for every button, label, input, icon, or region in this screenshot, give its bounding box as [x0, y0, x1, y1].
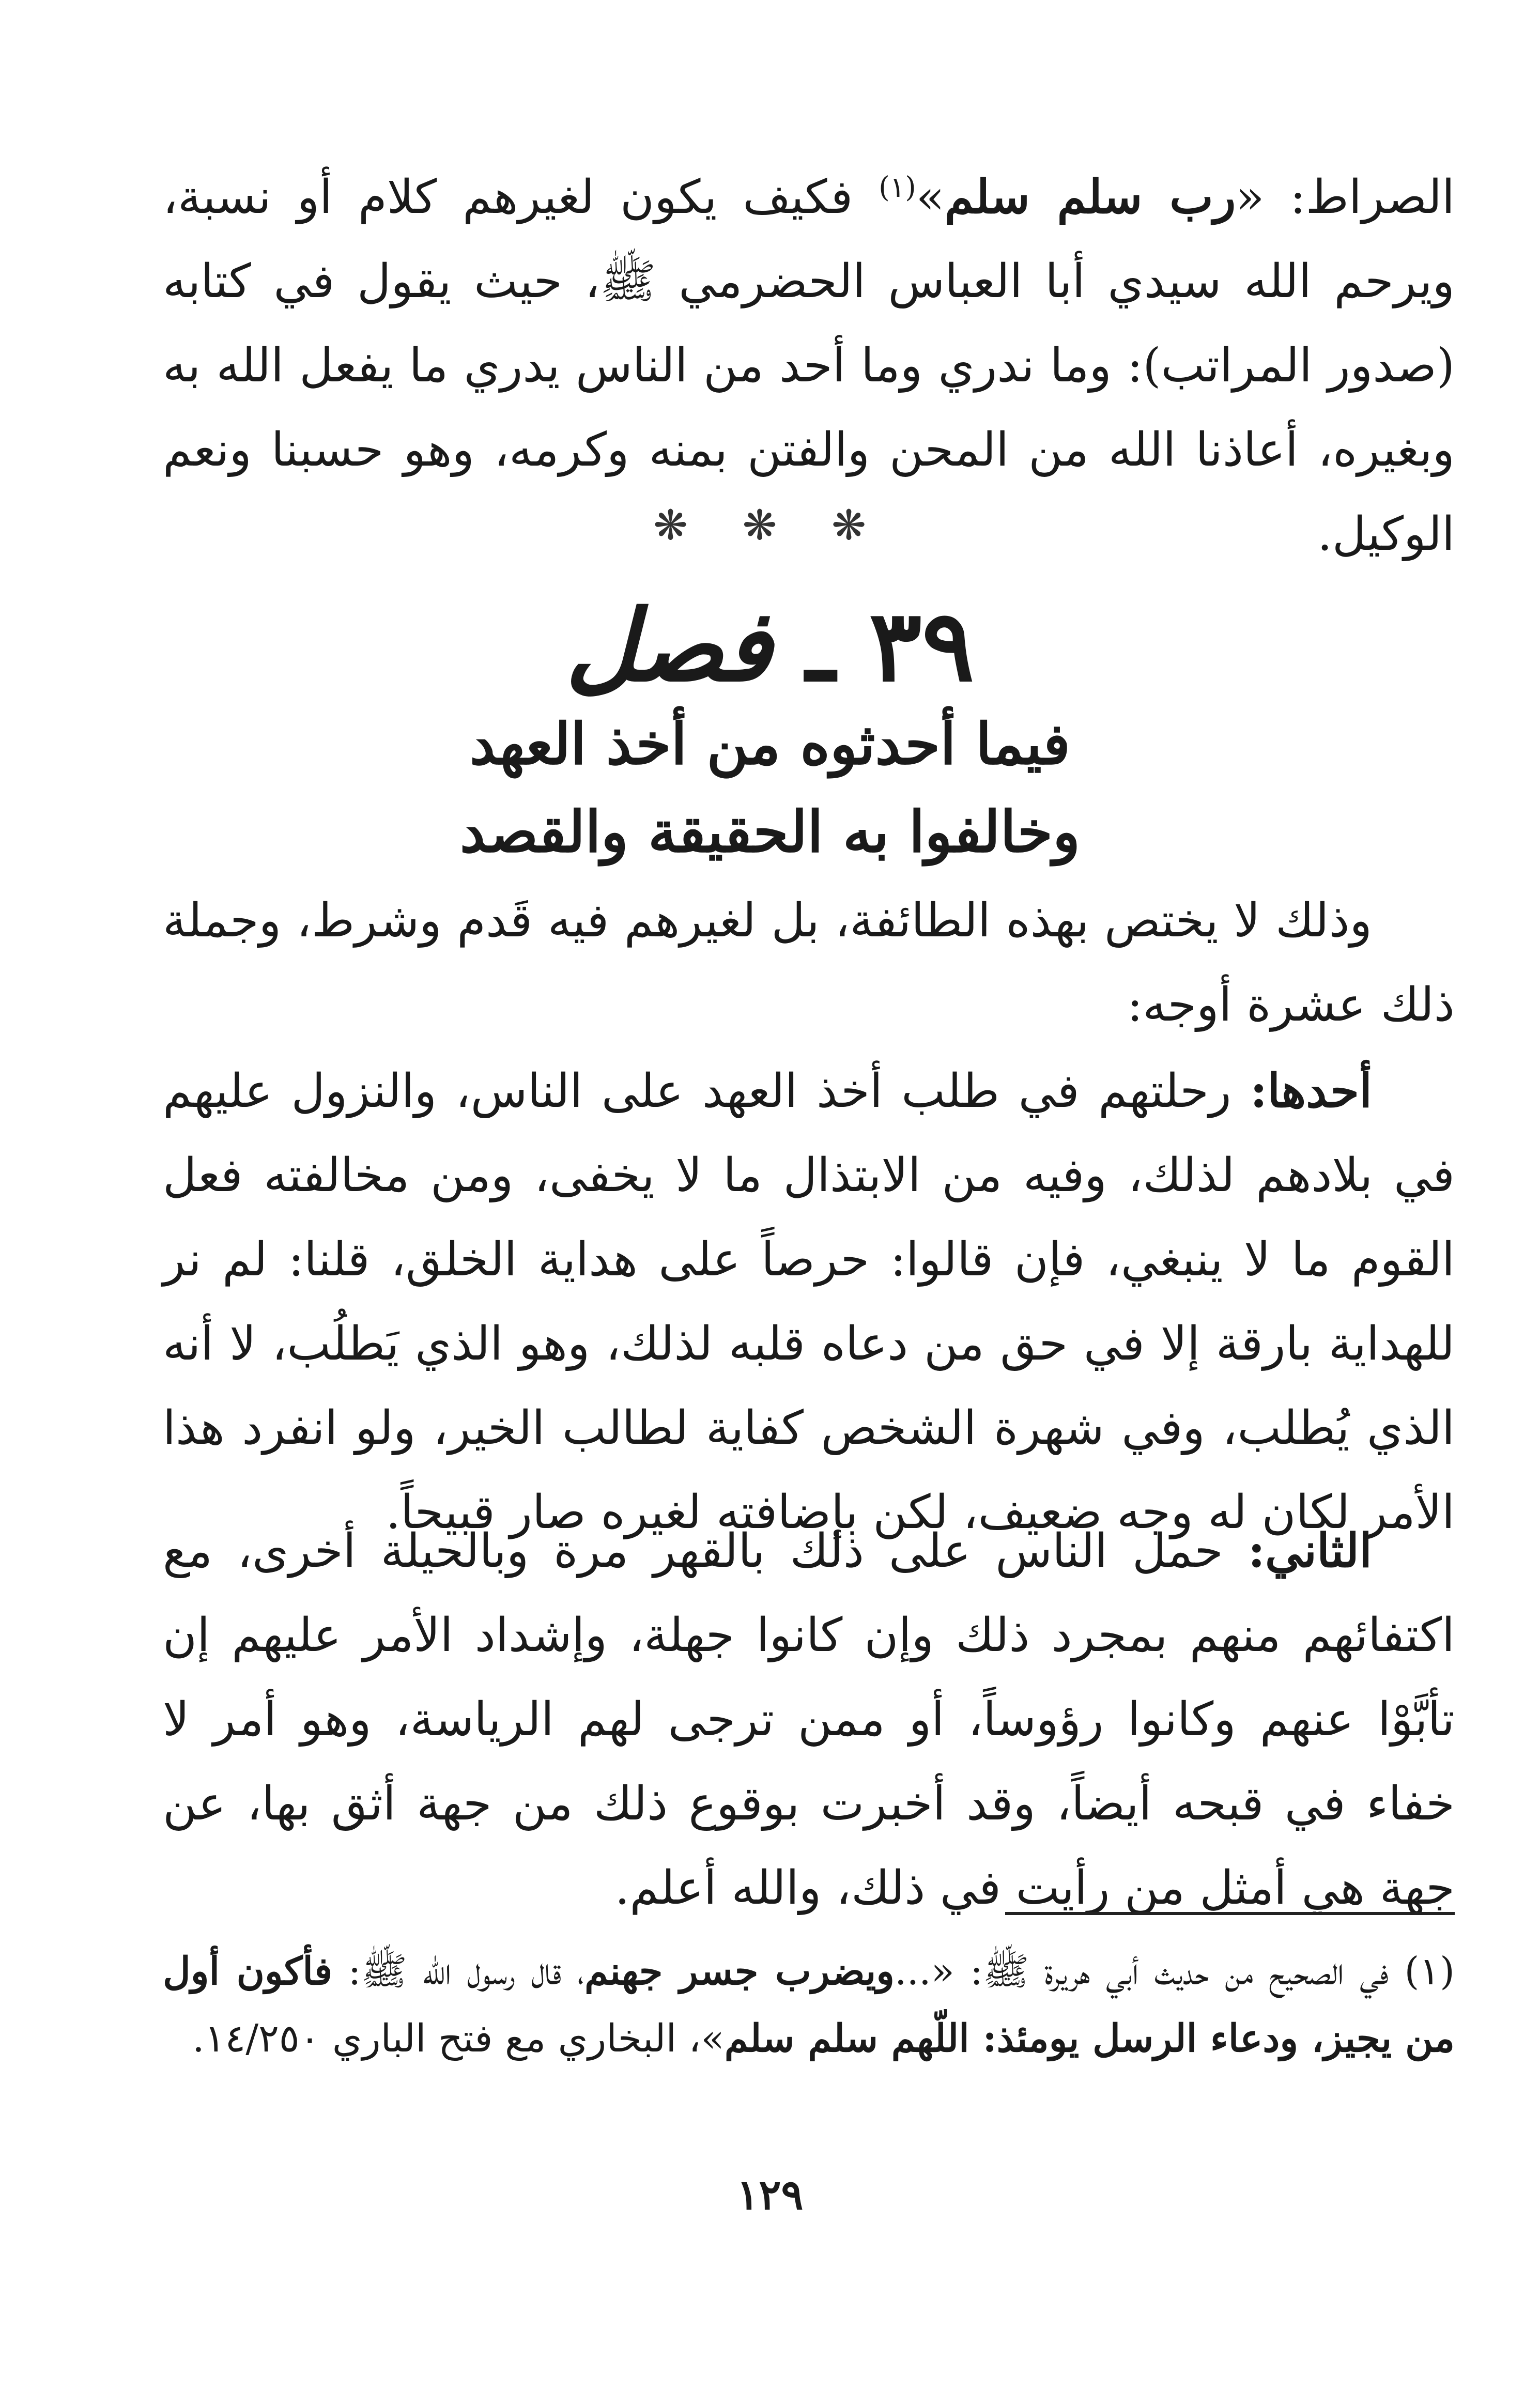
paragraph-top-lead: الصراط: «: [1236, 170, 1455, 224]
first-point-label: أحدها:: [1250, 1063, 1372, 1118]
section-separator: ❋ ❋ ❋: [653, 501, 887, 549]
footnote-reference[interactable]: (١): [879, 171, 916, 204]
quote-close: »: [916, 170, 945, 224]
chapter-heading: [0, 589, 1540, 703]
footnote-text-3: »، البخاري مع فتح الباري ١٤/٢٥٠.: [192, 2016, 725, 2061]
second-point-text: حمل الناس على ذلك بالقهر مرة وبالحيلة أخرى، مع اكتفائهم منهم بمجرد ذلك وإن كانوا جهلة، وإشداد الأمر عليهم إن تأبَّوْا عنهم وكانوا رؤوساً، أو ممن ترجى لهم الرياسة، وهو أمر لا خفاء في قبحه أيضاً، وقد أخبرت بوقوع ذلك من جهة أثق بها، عن جهة هي أمثل من رأيت في ذلك، والله أعلم.: [163, 1524, 1455, 1915]
footnote-text-1: في الصحيح من حديث أبي هريرة ﷺ: «...: [895, 1949, 1405, 1994]
quote-rab-sallim: رب سلم سلم: [944, 169, 1236, 224]
footnote-bold-1: ويضرب جسر جهنم: [584, 1949, 895, 1994]
footnote-divider: [1005, 1912, 1455, 1915]
page-number: ١٢٩: [736, 2170, 804, 2219]
chapter-word-fasl: فصل: [565, 588, 772, 703]
footnote: [163, 1938, 1455, 2072]
first-point-paragraph: [163, 1049, 1455, 1554]
second-point-label: الثاني:: [1248, 1523, 1372, 1578]
footnote-number: (١): [1404, 1949, 1455, 1994]
second-point-paragraph: [163, 1509, 1455, 1930]
chapter-title-line-1: فيما أحدثوه من أخذ العهد: [470, 711, 1070, 777]
paragraph-top-text: فكيف يكون لغيرهم كلام أو نسبة، ويرحم الله سيدي أبا العباس الحضرمي ﷺ، حيث يقول في كتابه (صدور المراتب): وما ندري وما أحد من الناس يدري ما يفعل الله به وبغيره، أعاذنا الله من المحن والفتن بمنه وكرمه، وهو حسبنا ونعم الوكيل.: [163, 170, 1455, 561]
footnote-text-2: ، قال رسول الله ﷺ:: [332, 1949, 584, 1994]
intro-paragraph: وذلك لا يختص بهذه الطائفة، بل لغيرهم فيه قَدم وشرط، وجملة ذلك عشرة أوجه:: [163, 893, 1455, 1032]
footnote-bold-2: فأكون أول من يجيز، ودعاء الرسل يومئذ: اللّهم سلم سلم: [163, 1949, 1455, 2061]
chapter-title-line-2: وخالفوا به الحقيقة والقصد: [459, 798, 1081, 865]
first-point-text: رحلتهم في طلب أخذ العهد على الناس، والنزول عليهم في بلادهم لذلك، وفيه من الابتذال ما لا يخفى، ومن مخالفته فعل القوم ما لا ينبغي، فإن قالوا: حرصاً على هداية الخلق، قلنا: لم نر للهداية بارقة إلا في حق من دعاه قلبه لذلك، وهو الذي يَطلُب، لا أنه الذي يُطلب، وفي شهرة الشخص كفاية لطالب الخير، ولو انفرد هذا الأمر لكان له وجه ضعيف، لكن بإضافته لغيره صار قبيحاً.: [163, 1064, 1455, 1539]
chapter-number: ٣٩ ـ: [772, 588, 975, 703]
